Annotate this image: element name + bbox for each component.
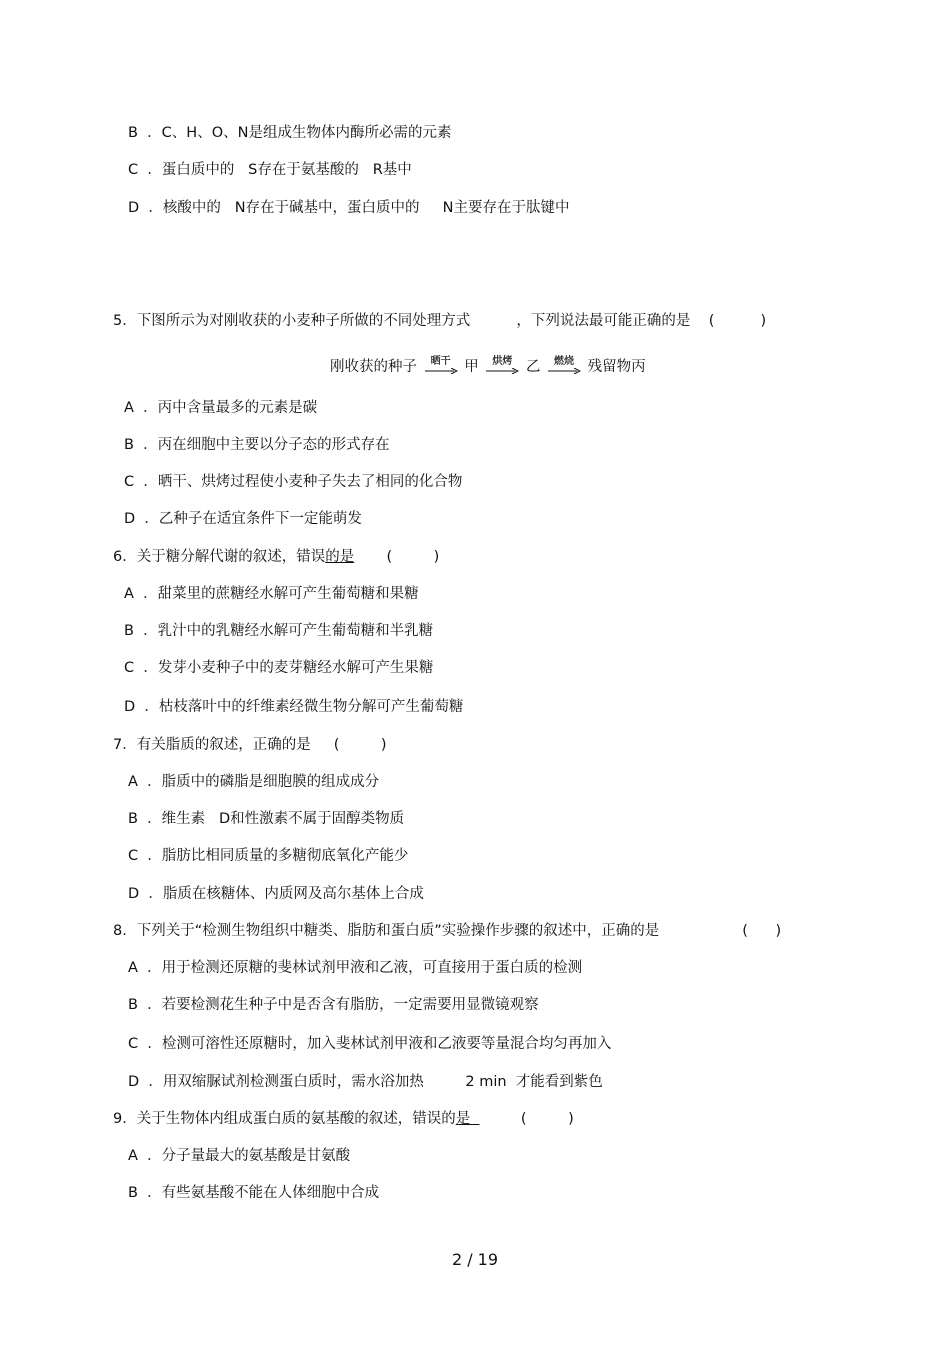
flow-arrow-2 xyxy=(485,356,519,376)
q7-option-b: B ．维生素 D和性激素不属于固醇类物质 xyxy=(128,811,405,827)
q7-option-a: A ．脂质中的磷脂是细胞膜的组成成分 xyxy=(128,774,380,790)
q7-option-c: C ．脂肪比相同质量的多糖彻底氧化产能少 xyxy=(128,848,409,864)
q5-option-d: D ．乙种子在适宜条件下一定能萌发 xyxy=(124,511,362,527)
q8-option-c: C ．检测可溶性还原糖时，加入斐林试剂甲液和乙液要等量混合均匀再加入 xyxy=(128,1036,612,1052)
q6-option-d: D ．枯枝落叶中的纤维素经微生物分解可产生葡萄糖 xyxy=(124,699,464,715)
q9-stem-underlined: 是 xyxy=(455,1111,480,1127)
q9-option-b: B ．有些氨基酸不能在人体细胞中合成 xyxy=(128,1185,380,1201)
q4-option-c: C ．蛋白质中的 S存在于氨基酸的 R基中 xyxy=(128,162,412,178)
q7-option-d: D ．脂质在核糖体、内质网及高尔基体上合成 xyxy=(128,886,424,902)
q5-option-a: A ．丙中含量最多的元素是碳 xyxy=(124,400,318,416)
q9-stem xyxy=(113,1110,574,1128)
flow-start: 刚收获的种子 xyxy=(330,359,417,375)
q5-stem: 5．下图所示为对刚收获的小麦种子所做的不同处理方式 ，下列说法最可能正确的是 ( ) xyxy=(113,313,767,329)
page-number: 2 / 19 xyxy=(451,1250,499,1269)
q8-option-a: A ．用于检测还原糖的斐林试剂甲液和乙液，可直接用于蛋白质的检测 xyxy=(128,960,583,976)
q4-option-b: B ．C、H、O、N是组成生物体内酶所必需的元素 xyxy=(128,125,452,141)
flow-arrow-1 xyxy=(424,356,458,376)
q5-option-c: C ．晒干、烘烤过程使小麦种子失去了相同的化合物 xyxy=(124,474,463,490)
arrow-right-icon xyxy=(485,368,519,374)
flow-arrow-3-label: 燃烧 xyxy=(554,356,575,367)
arrow-right-icon xyxy=(547,368,581,374)
q6-option-b: B ．乳汁中的乳糖经水解可产生葡萄糖和半乳糖 xyxy=(124,623,434,639)
q6-option-c: C ．发芽小麦种子中的麦芽糖经水解可产生果糖 xyxy=(124,660,434,676)
q8-option-b: B ．若要检测花生种子中是否含有脂肪，一定需要用显微镜观察 xyxy=(128,997,539,1013)
q9-stem-text: 9．关于生物体内组成蛋白质的氨基酸的叙述，错误的 xyxy=(113,1111,456,1127)
q8-stem: 8．下列关于“检测生物组织中糖类、脂肪和蛋白质”实验操作步骤的叙述中，正确的是 ( ) xyxy=(113,923,782,939)
q6-stem-paren: ( ) xyxy=(354,549,440,565)
q5-process-flow xyxy=(330,355,646,377)
q7-stem: 7．有关脂质的叙述，正确的是 ( ) xyxy=(113,737,387,753)
q9-option-a: A ．分子量最大的氨基酸是甘氨酸 xyxy=(128,1148,351,1164)
q6-stem-text: 6．关于糖分解代谢的叙述，错误 xyxy=(113,549,326,565)
flow-mid-1: 甲 xyxy=(464,359,479,375)
q6-stem xyxy=(113,548,439,566)
flow-arrow-1-label: 晒干 xyxy=(430,356,451,367)
q6-option-a: A ．甜菜里的蔗糖经水解可产生葡萄糖和果糖 xyxy=(124,586,419,602)
q5-option-b: B ．丙在细胞中主要以分子态的形式存在 xyxy=(124,437,390,453)
q6-stem-underlined: 的是 xyxy=(325,549,355,565)
arrow-right-icon xyxy=(424,368,458,374)
q9-stem-paren: ( ) xyxy=(479,1111,574,1127)
flow-arrow-3 xyxy=(547,356,581,376)
q8-option-d: D ．用双缩脲试剂检测蛋白质时，需水浴加热 2 min 才能看到紫色 xyxy=(128,1074,603,1090)
q4-option-d: D ．核酸中的 N存在于碱基中，蛋白质中的 N主要存在于肽键中 xyxy=(128,200,570,216)
flow-mid-2: 乙 xyxy=(525,359,541,375)
flow-end: 残留物丙 xyxy=(587,359,646,375)
flow-arrow-2-label: 烘烤 xyxy=(492,356,513,367)
